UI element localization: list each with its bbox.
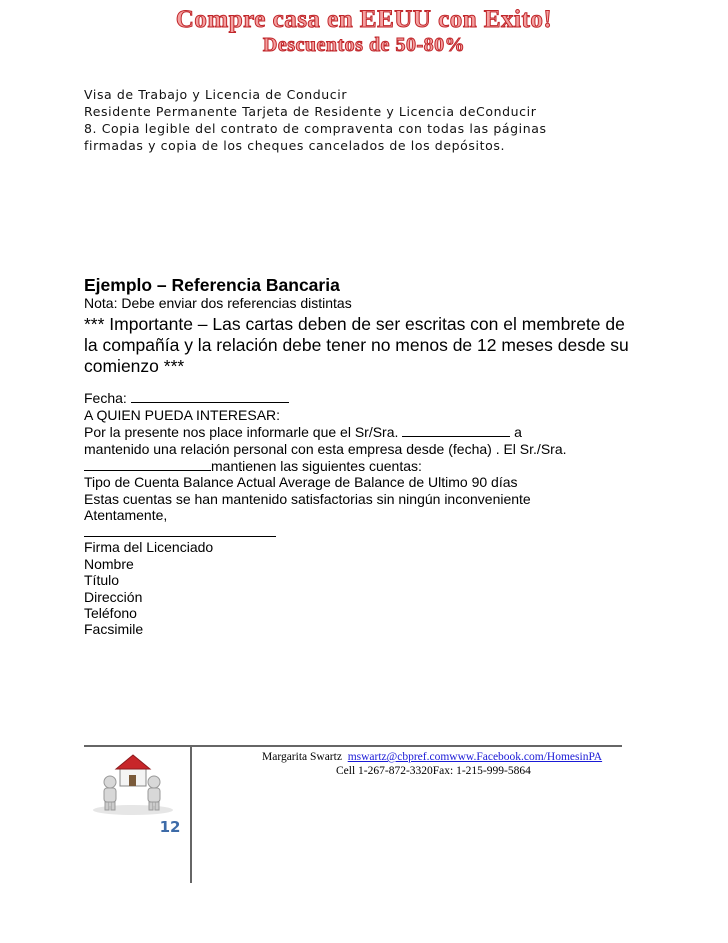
closing: Atentamente, <box>84 507 168 523</box>
footer-contact: Cell 1-267-872-3320Fax: 1-215-999-5864 <box>336 765 531 777</box>
signature-field: Teléfono <box>84 605 137 621</box>
page-title: Compre casa en EEUU con Exito! <box>175 6 553 33</box>
signature-line <box>84 536 276 537</box>
footer-divider <box>84 745 622 747</box>
top-line-1: Visa de Trabajo y Licencia de Conducir <box>84 87 348 102</box>
fecha-label: Fecha: <box>84 390 127 406</box>
letter-line-2: mantenido una relación personal con esta empresa desde (fecha) . El Sr./Sra. <box>84 441 567 457</box>
letter-line-3 <box>84 458 422 474</box>
page-number: 12 <box>159 818 181 836</box>
signature-field: Dirección <box>84 589 143 605</box>
signature-field: Firma del Licenciado <box>84 539 214 555</box>
letter-line-1-suffix: a <box>514 424 522 440</box>
salutation: A QUIEN PUEDA INTERESAR: <box>84 407 281 423</box>
letter-line-5: Estas cuentas se han mantenido satisfactorias sin ningún inconveniente <box>84 491 531 507</box>
house-carried-by-figures-icon <box>88 752 178 816</box>
fecha-line <box>84 390 289 406</box>
important-line-1: *** Importante – Las cartas deben de ser escritas con el membrete de <box>84 314 625 334</box>
signature-field: Título <box>84 572 120 588</box>
letter-line-1 <box>84 424 522 440</box>
letter-line-4: Tipo de Cuenta Balance Actual Average de Balance de Ultimo 90 días <box>84 474 518 490</box>
section-note: Nota: Debe enviar dos referencias distintas <box>84 295 352 311</box>
signature-field: Facsimile <box>84 621 144 637</box>
letter-line-3-text: mantienen las siguientes cuentas: <box>211 458 422 474</box>
top-line-4: firmadas y copia de los cheques cancelados de los depósitos. <box>84 138 506 153</box>
important-line-2: la compañía y la relación debe tener no menos de 12 meses desde su <box>84 335 629 355</box>
fecha-blank <box>131 391 289 403</box>
section-heading: Ejemplo – Referencia Bancaria <box>84 275 340 295</box>
footer-name: Margarita Swartz <box>262 751 342 763</box>
name-blank <box>402 425 510 437</box>
footer-name-links <box>262 751 602 763</box>
letter-line-1-text: Por la presente nos place informarle que el Sr/Sra. <box>84 424 399 440</box>
account-holder-blank <box>84 459 211 471</box>
footer-links[interactable]: mswartz@cbpref.comwww.Facebook.com/HomesinPA <box>347 751 603 763</box>
important-line-3: comienzo *** <box>84 356 185 376</box>
top-line-3: 8. Copia legible del contrato de compraventa con todas las páginas <box>84 121 547 136</box>
footer-vertical-divider <box>190 745 192 883</box>
signature-field: Nombre <box>84 556 134 572</box>
top-line-2: Residente Permanente Tarjeta de Residente y Licencia deConducir <box>84 104 537 119</box>
page-subtitle: Descuentos de 50-80% <box>262 34 466 56</box>
